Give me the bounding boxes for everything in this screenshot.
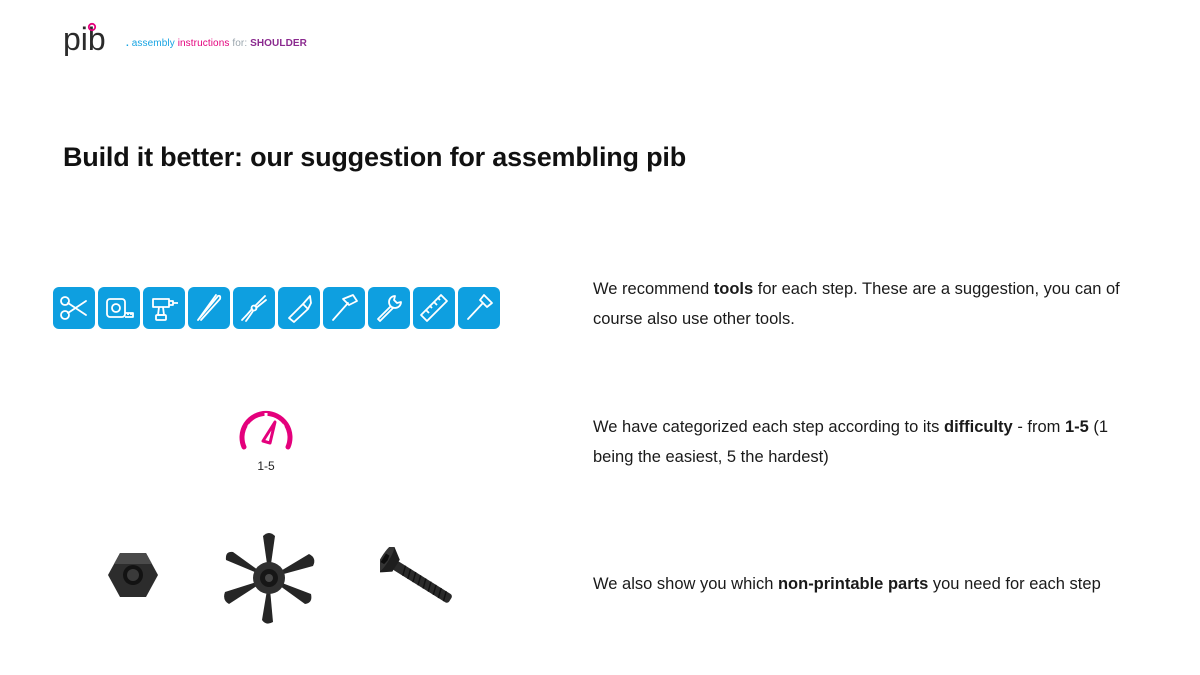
utility-knife-icon (278, 287, 320, 329)
pliers-icon (233, 287, 275, 329)
difficulty-description: We have categorized each step according to its difficulty - from 1-5 (1 being the easiest, 5 the hardest) (593, 418, 1109, 466)
parts-description: We also show you which non-printable parts you need for each step (593, 575, 1101, 593)
tools-icon-row (53, 287, 500, 329)
hammer-icon (323, 287, 365, 329)
wrench-icon (368, 287, 410, 329)
logo-wordmark: pib (63, 22, 106, 56)
tools-description: We recommend tools for each step. These are a suggestion, you can of course also use other tools. (593, 280, 1120, 328)
tape-measure-icon (98, 287, 140, 329)
ruler-icon (413, 287, 455, 329)
brand-header (63, 22, 307, 56)
servo-horn-icon (219, 532, 319, 624)
speedometer-icon (234, 405, 298, 457)
countersunk-screw-icon (380, 547, 466, 613)
tweezers-icon (188, 287, 230, 329)
brand-subtitle: . assembly instructions for: SHOULDER (126, 38, 307, 49)
page-title: Build it better: our suggestion for assembling pib (63, 142, 687, 172)
scissors-icon (53, 287, 95, 329)
pib-logo-icon (63, 22, 125, 56)
part-name: SHOULDER (247, 38, 307, 49)
drill-icon (143, 287, 185, 329)
screwdriver-icon (458, 287, 500, 329)
hex-nut-icon (106, 548, 160, 602)
difficulty-range-label: 1-5 (257, 459, 275, 473)
difficulty-indicator (234, 405, 298, 473)
